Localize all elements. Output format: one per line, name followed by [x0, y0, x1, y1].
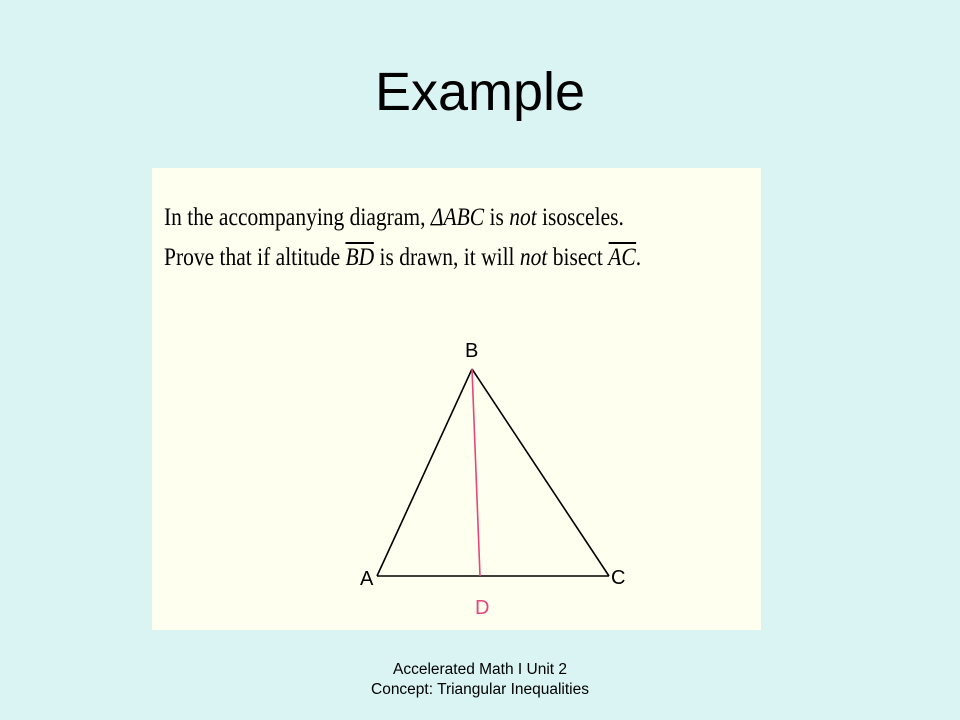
triangle-diagram	[152, 168, 761, 630]
footer-line-2: Concept: Triangular Inequalities	[371, 681, 589, 698]
problem-line-2-prefix: Prove that if altitude	[164, 244, 341, 271]
vertex-label-b: B	[465, 340, 479, 362]
problem-line-2-emphasis: not	[519, 244, 548, 271]
side-bc	[472, 369, 609, 576]
footer-line-1: Accelerated Math I Unit 2	[392, 661, 568, 678]
base-segment-name: AC	[608, 244, 636, 271]
problem-line-2-mid2: bisect	[552, 244, 603, 271]
problem-figure-panel	[152, 168, 761, 630]
problem-line-1-emphasis: not	[509, 204, 537, 231]
altitude-segment-name: BD	[345, 244, 375, 271]
slide-footer	[0, 660, 960, 700]
vertex-label-a: A	[360, 568, 374, 590]
problem-line-2-end: .	[635, 244, 642, 271]
altitude-bd	[472, 369, 480, 576]
problem-line-2-mid: is drawn, it will	[379, 244, 515, 271]
vertex-label-c: C	[611, 567, 626, 589]
side-ab	[377, 369, 472, 576]
foot-label-d: D	[475, 597, 490, 619]
triangle-name: ΔABC	[430, 204, 485, 231]
slide-title: Example	[374, 62, 586, 122]
problem-line-1-suffix: isosceles.	[542, 204, 624, 231]
problem-line-1-mid: is	[489, 204, 504, 231]
problem-line-1-prefix: In the accompanying diagram,	[164, 204, 426, 231]
